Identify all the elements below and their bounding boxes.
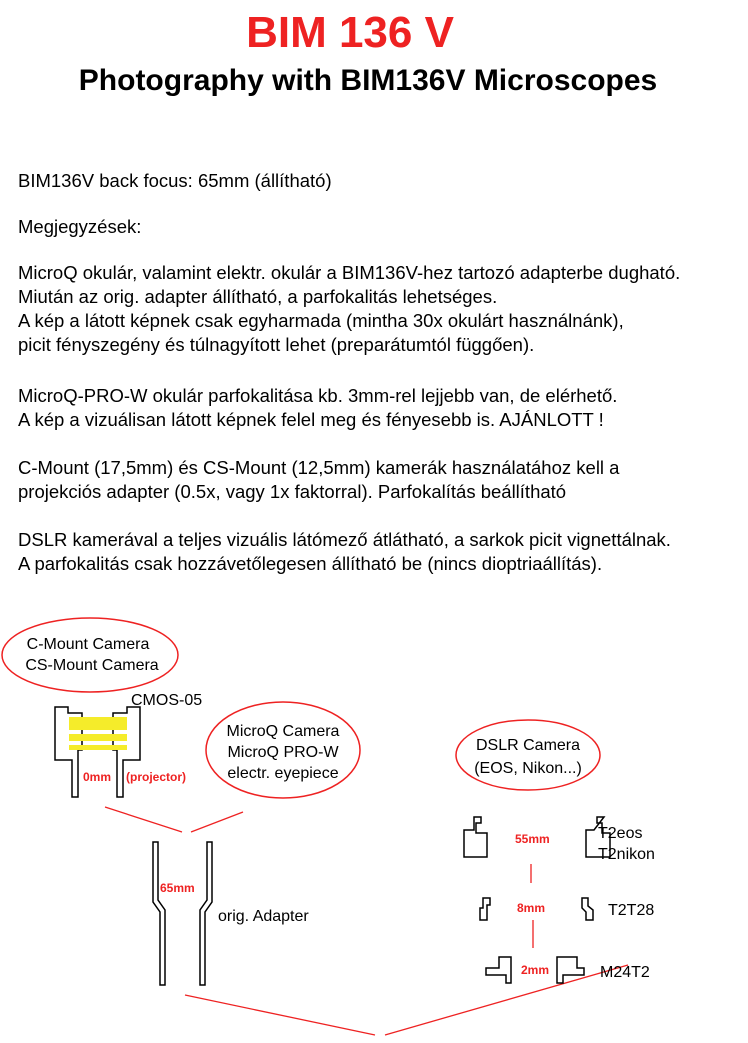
t2eos-label: T2eos	[598, 825, 643, 842]
t2t28-label: T2T28	[608, 902, 655, 919]
m24t2-distance: 2mm	[521, 963, 550, 977]
microq-camera-label: MicroQ Camera	[226, 723, 340, 740]
paragraph-line: C-Mount (17,5mm) és CS-Mount (12,5mm) kamerák használatához kell a	[18, 457, 620, 478]
projector-label: (projector)	[126, 770, 186, 784]
paragraph-line: MicroQ-PRO-W okulár parfokalitása kb. 3mm-rel lejjebb van, de elérhető.	[18, 385, 618, 406]
paragraph-line: MicroQ okulár, valamint elektr. okulár a BIM136V-hez tartozó adapterbe dugható.	[18, 262, 681, 283]
paragraph-line: A kép a látott képnek csak egyharmada (mintha 30x okulárt használnánk),	[18, 310, 624, 331]
page-title: BIM 136 V	[246, 8, 454, 57]
paragraph-line: Miután az orig. adapter állítható, a parfokalitás lehetséges.	[18, 286, 498, 307]
paragraph-line: picit fényszegény és túlnagyított lehet (preparátumtól függően).	[18, 334, 535, 355]
csmount-label: CS-Mount Camera	[25, 657, 159, 674]
m24t2-label: M24T2	[600, 964, 650, 981]
eyepiece-label: electr. eyepiece	[227, 765, 339, 782]
dslr-bubble	[456, 720, 600, 790]
projector-distance: 0mm	[83, 770, 112, 784]
adapter-distance: 65mm	[160, 881, 195, 895]
t2t28-distance: 8mm	[517, 901, 546, 915]
dslr-models-label: (EOS, Nikon...)	[474, 760, 582, 777]
back-focus-text: BIM136V back focus: 65mm (állítható)	[18, 170, 332, 191]
cmount-label: C-Mount Camera	[26, 636, 150, 653]
notes-heading: Megjegyzések:	[18, 216, 142, 237]
paragraph-line: projekciós adapter (0.5x, vagy 1x faktorral). Parfokalítás beállítható	[18, 481, 567, 502]
t2nikon-label: T2nikon	[598, 846, 655, 863]
t2-distance: 55mm	[515, 832, 550, 846]
adapter-label: orig. Adapter	[218, 908, 309, 925]
cmount-bubble	[2, 618, 178, 692]
paragraph-line: A kép a vizuálisan látott képnek felel meg és fényesebb is. AJÁNLOTT !	[18, 409, 604, 430]
microq-prow-label: MicroQ PRO-W	[227, 744, 339, 761]
paragraph-line: A parfokalitás csak hozzávetőlegesen állítható be (nincs dioptriaállítás).	[18, 553, 603, 574]
orig-adapter-drawing	[153, 842, 212, 985]
lens-elements	[69, 717, 127, 750]
cmos-label: CMOS-05	[131, 692, 203, 709]
paragraph-line: DSLR kamerával a teljes vizuális látómező átlátható, a sarkok picit vignettálnak.	[18, 529, 671, 550]
page-subtitle: Photography with BIM136V Microscopes	[78, 64, 658, 97]
dslr-label: DSLR Camera	[475, 737, 581, 754]
